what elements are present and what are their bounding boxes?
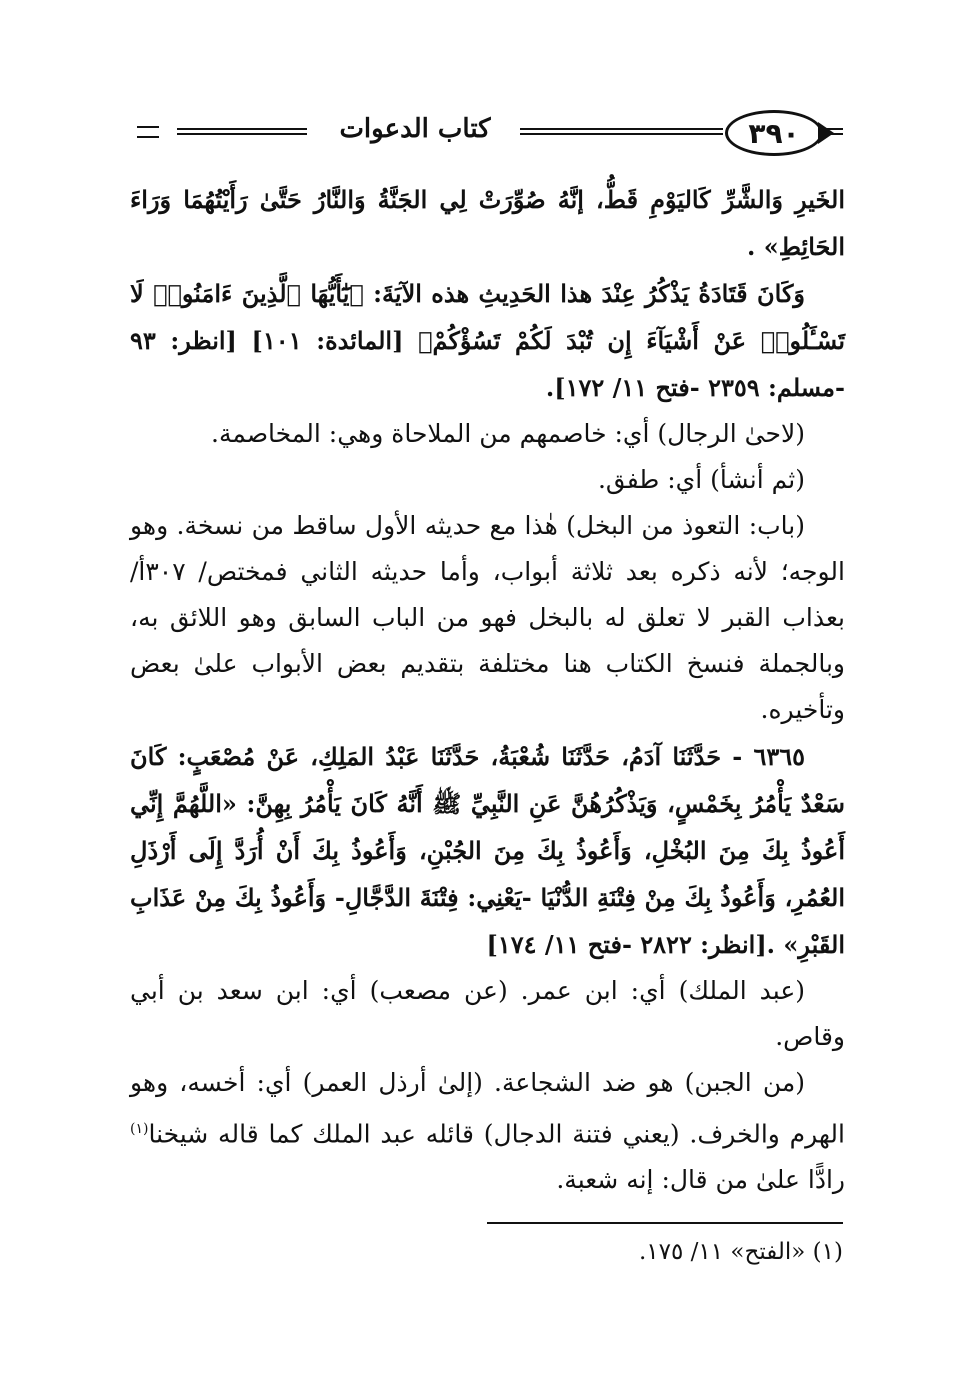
header-dash: [137, 126, 159, 138]
commentary-text: (ثم أنشأ) أي: طفق.: [597, 465, 805, 494]
hadith-text: وَكَانَ قَتَادَةُ يَذْكُرُ عِنْدَ هذا الحَدِيثِ هذه الآيَةَ: ﴿يَٰٓأَيُّهَا ٱلَّذِينَ ءَامَنُوا۟ لَا تَسْـَٔلُوا۟ عَنْ أَشْيَآءَ إِن تُبْدَ لَكُمْ تَسُؤْكُمْ﴾ [المائدة: ١٠١] [انظر: ٩٣ -مسلم: ٢٣٥٩ -فتح ١١/ ١٧٢].: [130, 279, 845, 402]
hadith-text: الخَيرِ وَالشَّرِّ كَاليَوْمِ قَطُّ، إنَّهُ صُوِّرَتْ لِي الجَنَّةُ وَالنَّارُ حَتَّىٰ رَأَيْتُهُمَا وَرَاءَ الحَائِطِ» .: [130, 185, 845, 261]
commentary-text: [130, 1060, 845, 1203]
header-rule: [177, 128, 307, 135]
commentary-segment: (من الجبن) هو ضد الشجاعة. (إلىٰ أرذل العمر) أي: أخسه، وهو الهرم والخرف. (يعني فتنة الدجال) قائله عبد الملك كما قاله شيخنا: [130, 1068, 845, 1149]
commentary-text: (لاحىٰ الرجال) أي: خاصمهم من الملاحاة وهي: المخاصمة.: [211, 419, 805, 448]
header-rule: [819, 128, 843, 135]
footnote-reference[interactable]: (١): [130, 1121, 149, 1137]
hadith-text: ٦٣٦٥ - حَدَّثَنَا آدَمُ، حَدَّثَنَا شُعْبَةُ، حَدَّثَنَا عَبْدُ المَلِكِ، عَنْ مُصْعَبٍ: كَانَ سَعْدٌ يَأْمُرُ بِخَمْسٍ، وَيَذْكُرُهُنَّ عَنِ النَّبِيِّ ﷺ أَنَّهُ كَانَ يَأْمُرُ بِهِنَّ: «اللَّهُمَّ إِنِّي أَعُوذُ بِكَ مِنَ البُخْلِ، وَأَعُوذُ بِكَ مِنَ الجُبْنِ، وَأَعُوذُ بِكَ أَنْ أُرَدَّ إِلَى أَرْذَلِ العُمُرِ، وَأَعُوذُ بِكَ مِنْ فِتْنَةِ الدُّنْيَا -يَعْنِي: فِتْنَةَ الدَّجَّالِ- وَأَعُوذُ بِكَ مِنْ عَذَابِ القَبْرِ» .[انظر: ٢٨٢٢ -فتح ١١/ ١٧٤]: [130, 742, 845, 959]
commentary-segment: رادًّا علىٰ من قال: إنه شعبة.: [556, 1165, 845, 1195]
page-body: [130, 176, 845, 1203]
book-title: كتاب الدعوات: [339, 114, 491, 144]
footnote-separator: [487, 1222, 843, 1224]
footnote: (١) «الفتح» ١١/ ١٧٥.: [638, 1239, 843, 1265]
page-header: [125, 108, 843, 156]
commentary-text: (عبد الملك) أي: ابن عمر. (عن مصعب) أي: ابن سعد بن أبي وقاص.: [130, 976, 845, 1051]
header-rule: [520, 128, 723, 135]
commentary-text: (باب: التعوذ من البخل) هٰذا مع حديثه الأول ساقط من نسخة. وهو الوجه؛ لأنه ذكره بعد ثلاثة أبواب، وأما حديثه الثاني فمختص/ ٣٠٧أ/ بعذاب القبر لا تعلق له بالبخل فهو من الباب السابق وهو اللائق به، وبالجملة فنسخ الكتاب هنا مختلفة بتقديم بعض الأبواب علىٰ بعض وتأخيره.: [130, 511, 845, 724]
page-number-badge: ٣٩٠: [725, 110, 823, 156]
